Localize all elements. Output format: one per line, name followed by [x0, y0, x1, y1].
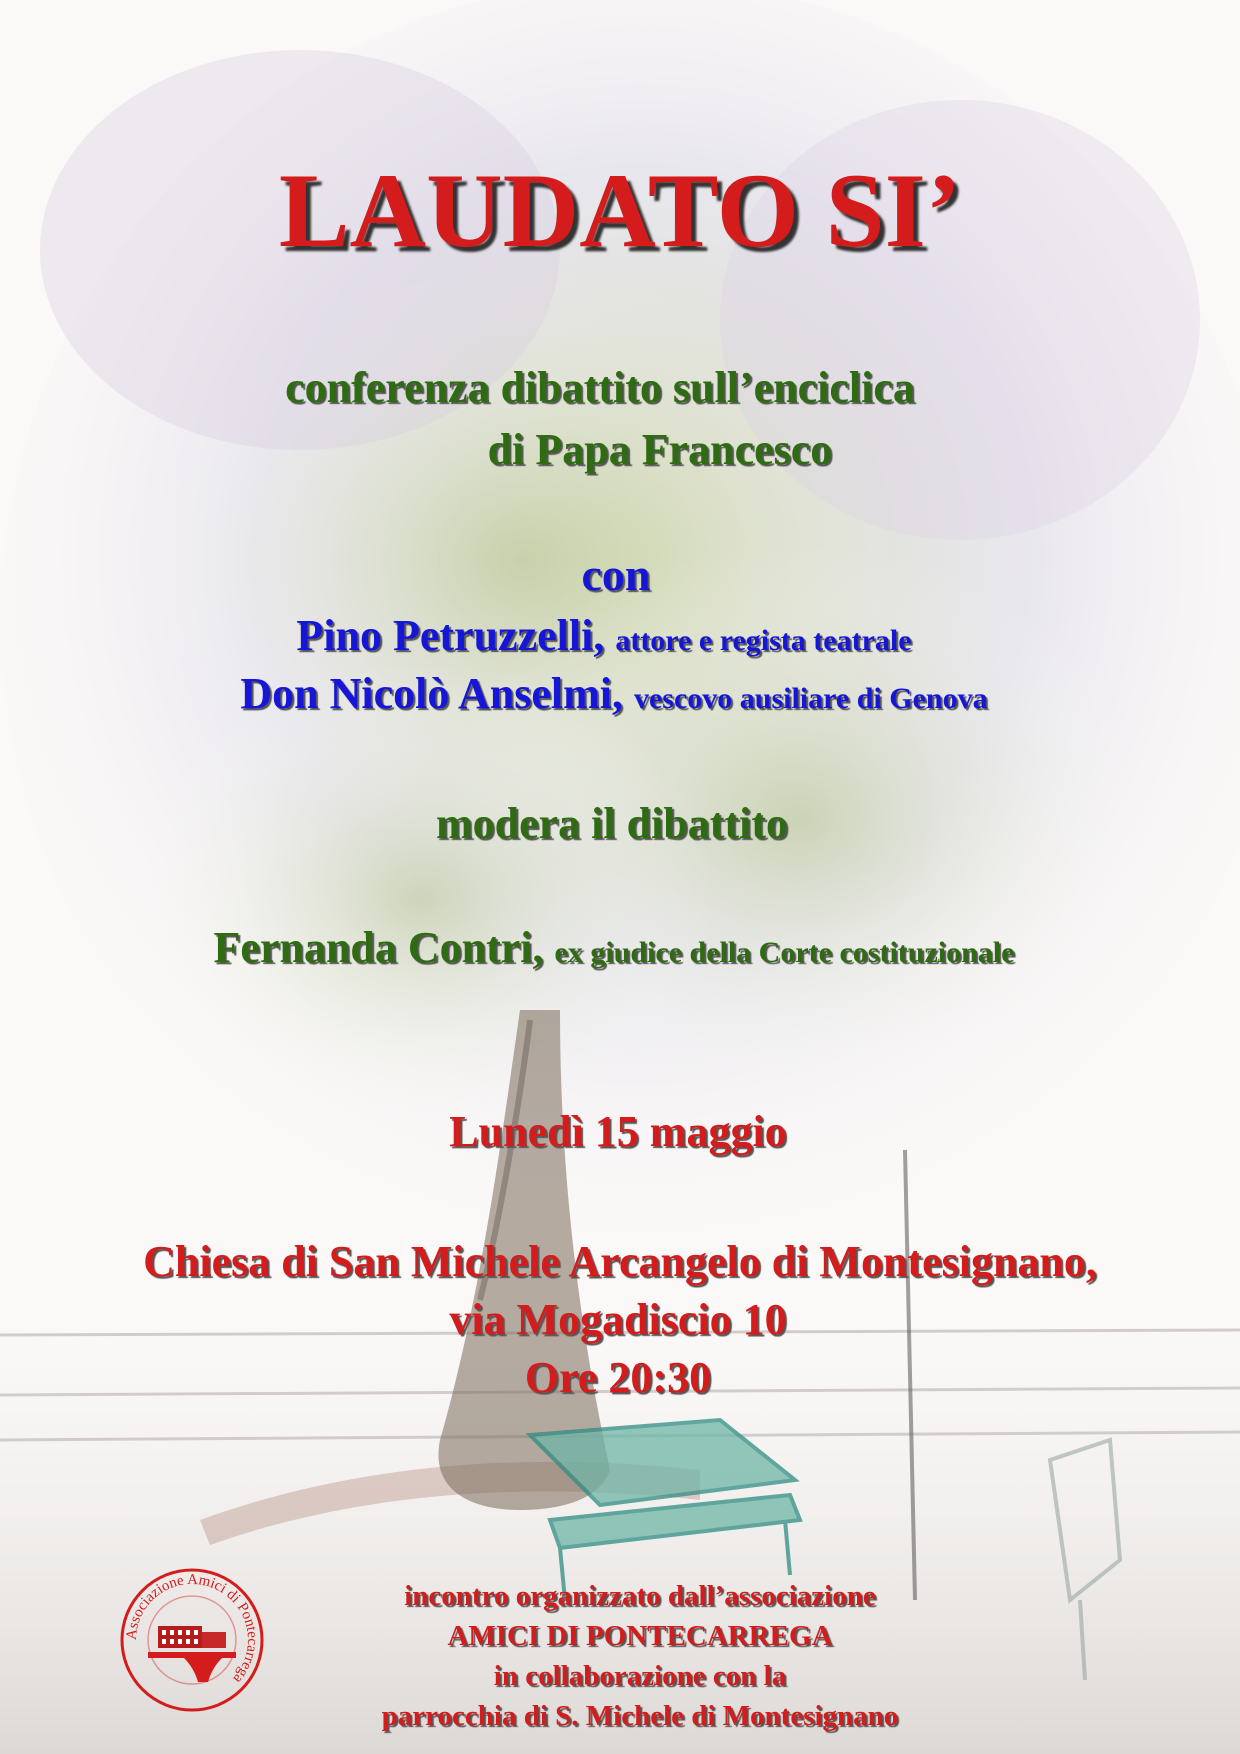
speakers-label: con: [581, 549, 651, 600]
footer-line-1: incontro organizzato dall’associazione: [404, 1580, 876, 1612]
venue-line-1: Chiesa di San Michele Arcangelo di Montesignano,: [143, 1237, 1097, 1286]
speaker-1: [0, 610, 1224, 661]
footer-line-2: AMICI DI PONTECARREGA: [447, 1620, 833, 1652]
moderator-label: modera il dibattito: [436, 799, 788, 848]
footer-line-3: in collaborazione con la: [493, 1660, 787, 1692]
speaker-1-role: attore e regista teatrale: [615, 624, 912, 657]
speaker-1-name: Pino Petruzzelli,: [296, 611, 605, 660]
event-date: Lunedì 15 maggio: [449, 1107, 787, 1156]
intro-line-2: di Papa Francesco: [487, 425, 833, 474]
event-time: Ore 20:30: [524, 1353, 712, 1402]
moderator-name: Fernanda Contri,: [213, 923, 544, 972]
venue-line-2: via Mogadiscio 10: [449, 1295, 787, 1344]
speaker-2: [0, 668, 1234, 719]
footer-line-4: parrocchia di S. Michele di Montesignano: [381, 1700, 899, 1732]
poster-title: LAUDATO SI’: [278, 152, 962, 269]
intro-line-1: conferenza dibattito sull’enciclica: [285, 363, 915, 412]
speaker-2-name: Don Nicolò Anselmi,: [240, 669, 623, 718]
moderator: [0, 922, 1234, 973]
moderator-role: ex giudice della Corte costituzionale: [554, 936, 1015, 969]
svg-text:Associazione Amici di Pontecar: Associazione Amici di Pontecarrega: [123, 1571, 261, 1687]
speaker-2-role: vescovo ausiliare di Genova: [633, 682, 988, 715]
